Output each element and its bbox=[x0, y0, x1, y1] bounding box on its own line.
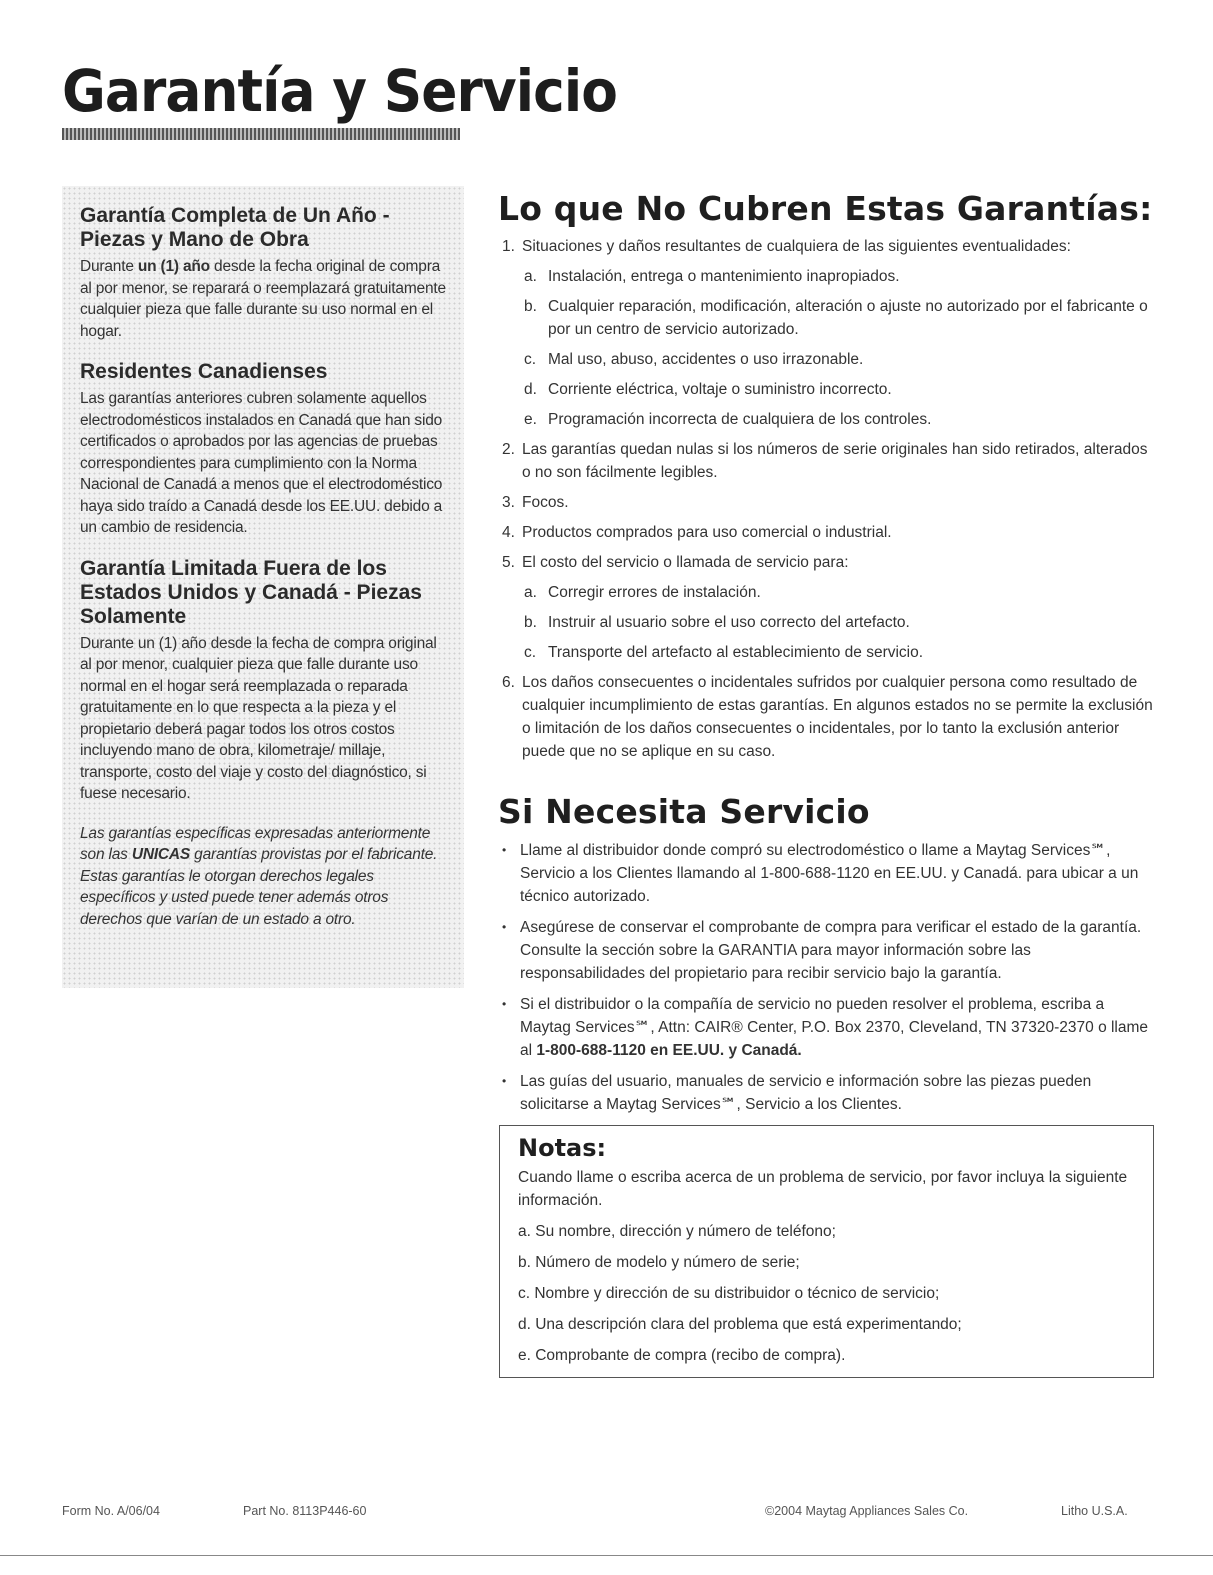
bullet-icon: • bbox=[502, 997, 507, 1011]
full-warranty-text: Durante un (1) año desde la fecha original de compra al por menor, se reparará o reemplazará gratuitamente cualquier pieza que falle durante su uso normal en el hogar. bbox=[80, 258, 446, 340]
list-subitem: c. Transporte del artefacto al establecimiento de servicio. bbox=[524, 644, 924, 661]
warranty-sidebar bbox=[62, 186, 464, 988]
list-item: • Llame al distribuidor donde compró su electrodoméstico o llame a Maytag Services℠, Servicio a los Clientes llamando al 1-800-688-1120 en EE.UU. y Canadá. para ubicar a un técnico autorizado. bbox=[498, 839, 1158, 908]
form-number: Form No. A/06/04 bbox=[62, 1504, 160, 1518]
not-covered-heading: Lo que No Cubren Estas Garantías: bbox=[498, 189, 1153, 228]
canadian-residents-text: Las garantías anteriores cubren solamente aquellos electrodomésticos instalados en Canadá que han sido certificados o aprobados por las agencias de pruebas correspondientes para cumplimiento con la Norma Nacional de Canadá a menos que el electrodoméstico haya sido traído a Canadá desde los EE.UU. debido a un cambio de residencia. bbox=[80, 390, 443, 536]
list-item: 1. Situaciones y daños resultantes de cualquiera de las siguientes eventualidades: bbox=[502, 238, 1071, 255]
service-list bbox=[498, 839, 1158, 1116]
list-item: • Las guías del usuario, manuales de servicio e información sobre las piezas pueden solicitarse a Maytag Services℠, Servicio a los Clientes. bbox=[498, 1070, 1158, 1116]
service-heading: Si Necesita Servicio bbox=[498, 792, 870, 831]
bullet-icon: • bbox=[502, 920, 507, 934]
list-item: • Si el distribuidor o la compañía de servicio no pueden resolver el problema, escriba a Maytag Services℠, Attn: CAIR® Center, P.O. Box 2370, Cleveland, TN 37320-2370 o llame al 1-800-688-1120 en EE.UU. y Canadá. bbox=[498, 993, 1158, 1062]
bullet-icon: • bbox=[502, 843, 507, 857]
notes-line: a. Su nombre, dirección y número de teléfono; bbox=[518, 1223, 836, 1240]
bottom-rule bbox=[0, 1555, 1213, 1556]
full-warranty-heading: Garantía Completa de Un Año - Piezas y Mano de Obra bbox=[80, 204, 390, 251]
list-item: • Asegúrese de conservar el comprobante de compra para verificar el estado de la garantía. Consulte la sección sobre la GARANTIA para mayor información sobre las responsabilidades del propietario para recibir servicio bajo la garantía. bbox=[498, 916, 1158, 985]
notes-line: e. Comprobante de compra (recibo de compra). bbox=[518, 1347, 846, 1364]
list-item: 4. Productos comprados para uso comercial o industrial. bbox=[502, 524, 892, 541]
list-subitem: a. Instalación, entrega o mantenimiento inapropiados. bbox=[524, 268, 900, 285]
notes-heading: Notas: bbox=[518, 1134, 607, 1162]
bullet-icon: • bbox=[502, 1074, 507, 1088]
notes-line: d. Una descripción clara del problema que está experimentando; bbox=[518, 1316, 962, 1333]
list-subitem: e. Programación incorrecta de cualquiera de los controles. bbox=[524, 411, 932, 428]
not-covered-list bbox=[498, 235, 1158, 763]
notes-line: b. Número de modelo y número de serie; bbox=[518, 1254, 800, 1271]
list-subitem: a. Corregir errores de instalación. bbox=[524, 584, 761, 601]
list-subitem: d. Corriente eléctrica, voltaje o suministro incorrecto. bbox=[524, 381, 892, 398]
canadian-residents-heading: Residentes Canadienses bbox=[80, 360, 328, 383]
list-subitem: b. Cualquier reparación, modificación, alteración o ajuste no autorizado por el fabricante o por un centro de servicio autorizado. bbox=[524, 298, 1148, 338]
list-subitem: b. Instruir al usuario sobre el uso correcto del artefacto. bbox=[524, 614, 910, 631]
list-subitem: c. Mal uso, abuso, accidentes o uso irrazonable. bbox=[524, 351, 864, 368]
notes-box bbox=[499, 1125, 1154, 1378]
title-rule bbox=[62, 128, 460, 140]
list-item: 3. Focos. bbox=[502, 494, 569, 511]
list-item: 6. Los daños consecuentes o incidentales sufridos por cualquier persona como resultado de cualquier incumplimiento de estas garantías. En algunos estados no se permite la exclusión o limitación de los daños consecuentes o incidentales, por lo tanto la exclusión anterior puede que no se aplique en su caso. bbox=[502, 674, 1153, 760]
specific-warranties-note: Las garantías específicas expresadas anteriormente son las UNICAS garantías provistas por el fabricante. Estas garantías le otorgan derechos legales específicos y usted puede tener además otros derechos que varían de un estado a otro. bbox=[80, 824, 438, 928]
litho-note: Litho U.S.A. bbox=[1061, 1504, 1128, 1518]
part-number: Part No. 8113P446-60 bbox=[243, 1504, 367, 1518]
right-column bbox=[498, 190, 1158, 1116]
page-title: Garantía y Servicio bbox=[62, 57, 617, 125]
list-item: 5. El costo del servicio o llamada de servicio para: bbox=[502, 554, 849, 571]
notes-line: c. Nombre y dirección de su distribuidor o técnico de servicio; bbox=[518, 1285, 940, 1302]
list-item: 2. Las garantías quedan nulas si los números de serie originales han sido retirados, alterados o no son fácilmente legibles. bbox=[502, 441, 1148, 481]
limited-warranty-heading: Garantía Limitada Fuera de los Estados Unidos y Canadá - Piezas Solamente bbox=[80, 556, 422, 628]
copyright: ©2004 Maytag Appliances Sales Co. bbox=[765, 1504, 969, 1518]
notes-intro: Cuando llame o escriba acerca de un problema de servicio, por favor incluya la siguiente información. bbox=[518, 1169, 1128, 1209]
limited-warranty-text: Durante un (1) año desde la fecha de compra original al por menor, cualquier pieza que falle durante uso normal en el hogar será reemplazada o reparada gratuitamente en lo que respecta a la pieza y el propietario deberá pagar todos los otros costos incluyendo mano de obra, kilometraje/ millaje, transporte, costo del viaje y costo del diagnóstico, si fuese necesario. bbox=[80, 634, 437, 802]
